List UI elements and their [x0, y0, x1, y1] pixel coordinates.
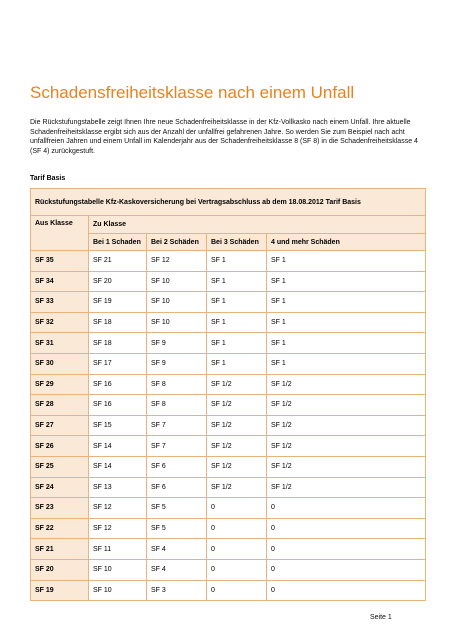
- to-class-cell: SF 1: [207, 271, 267, 292]
- from-class-cell: SF 21: [31, 539, 89, 560]
- to-class-cell: SF 4: [147, 539, 207, 560]
- column-header: Bei 2 Schäden: [147, 234, 207, 251]
- from-class-cell: SF 26: [31, 436, 89, 457]
- table-row: [31, 251, 426, 272]
- table-row: [31, 353, 426, 374]
- table-caption: Rückstufungstabelle Kfz-Kaskoversicherung bei Vertragsabschluss ab dem 18.08.2012 Tarif Basis: [31, 189, 426, 216]
- table-row: [31, 498, 426, 519]
- to-class-cell: SF 1: [267, 312, 426, 333]
- to-class-cell: SF 6: [147, 477, 207, 498]
- from-class-cell: SF 30: [31, 353, 89, 374]
- to-class-cell: SF 9: [147, 353, 207, 374]
- table-row: [31, 518, 426, 539]
- to-class-cell: SF 1/2: [267, 456, 426, 477]
- to-class-cell: SF 10: [147, 271, 207, 292]
- to-class-cell: SF 1: [207, 333, 267, 354]
- to-class-cell: 0: [207, 539, 267, 560]
- to-class-cell: SF 1/2: [267, 374, 426, 395]
- to-class-cell: SF 1: [267, 251, 426, 272]
- table-row: [31, 333, 426, 354]
- column-header: Bei 3 Schäden: [207, 234, 267, 251]
- from-class-cell: SF 23: [31, 498, 89, 519]
- to-class-cell: SF 1/2: [207, 477, 267, 498]
- to-class-cell: SF 6: [147, 456, 207, 477]
- to-class-cell: SF 10: [147, 292, 207, 313]
- table-caption-row: [31, 189, 426, 216]
- to-class-cell: SF 14: [89, 436, 147, 457]
- to-class-cell: SF 1/2: [267, 395, 426, 416]
- to-class-cell: SF 8: [147, 395, 207, 416]
- from-class-cell: SF 22: [31, 518, 89, 539]
- to-class-cell: SF 5: [147, 518, 207, 539]
- to-class-cell: SF 1/2: [207, 456, 267, 477]
- from-class-cell: SF 29: [31, 374, 89, 395]
- table-body: [31, 189, 426, 601]
- from-class-cell: SF 33: [31, 292, 89, 313]
- to-class-cell: SF 9: [147, 333, 207, 354]
- table-row: [31, 477, 426, 498]
- to-class-cell: SF 1: [207, 292, 267, 313]
- to-class-cell: 0: [267, 539, 426, 560]
- to-class-cell: SF 7: [147, 436, 207, 457]
- page-number: Seite 1: [370, 614, 392, 621]
- to-class-cell: SF 21: [89, 251, 147, 272]
- from-class-cell: SF 25: [31, 456, 89, 477]
- to-class-cell: SF 5: [147, 498, 207, 519]
- from-class-cell: SF 34: [31, 271, 89, 292]
- to-class-cell: 0: [207, 518, 267, 539]
- intro-paragraph: Die Rückstufungstabelle zeigt Ihnen Ihre neue Schadenfreiheitsklasse in der Kfz-Vollkasko nach einem Unfall. Ihre aktuelle Schadenfreiheitsklasse ergibt sich aus der Anzahl der unfallfrei gefahrenen Jahre. So werden Sie zum Beispiel nach acht unfallfreien Jahren und einem Unfall im Kalenderjahr aus der Schadenfreiheitsklasse 8 (SF 8) in die Schadenfreiheitsklasse 4 (SF 4) zurückgestuft.: [30, 119, 418, 155]
- to-class-cell: SF 7: [147, 415, 207, 436]
- table-row: [31, 292, 426, 313]
- to-class-cell: SF 1: [267, 292, 426, 313]
- to-class-cell: SF 1/2: [207, 374, 267, 395]
- table-subheader-row: [31, 216, 426, 234]
- from-class-cell: SF 27: [31, 415, 89, 436]
- table-row: [31, 395, 426, 416]
- to-class-cell: SF 1/2: [267, 477, 426, 498]
- to-class-cell: 0: [207, 498, 267, 519]
- column-header: 4 und mehr Schäden: [267, 234, 426, 251]
- to-class-cell: 0: [207, 559, 267, 580]
- to-class-cell: 0: [267, 559, 426, 580]
- to-class-cell: SF 12: [89, 518, 147, 539]
- table-row: [31, 312, 426, 333]
- to-class-cell: SF 18: [89, 333, 147, 354]
- to-class-cell: SF 14: [89, 456, 147, 477]
- to-class-cell: SF 1/2: [207, 395, 267, 416]
- reclassification-table-container: [30, 188, 425, 601]
- to-class-cell: SF 8: [147, 374, 207, 395]
- to-class-cell: SF 12: [89, 498, 147, 519]
- to-class-cell: 0: [267, 518, 426, 539]
- to-class-cell: 0: [207, 580, 267, 601]
- table-row: [31, 374, 426, 395]
- to-class-header: Zu Klasse: [89, 216, 426, 234]
- to-class-cell: SF 10: [89, 580, 147, 601]
- to-class-cell: SF 4: [147, 559, 207, 580]
- to-class-cell: SF 1: [267, 271, 426, 292]
- from-class-cell: SF 31: [31, 333, 89, 354]
- column-header: Bei 1 Schaden: [89, 234, 147, 251]
- to-class-cell: SF 16: [89, 395, 147, 416]
- from-class-cell: SF 20: [31, 559, 89, 580]
- table-row: [31, 580, 426, 601]
- to-class-cell: SF 10: [147, 312, 207, 333]
- from-class-cell: SF 28: [31, 395, 89, 416]
- to-class-cell: SF 19: [89, 292, 147, 313]
- table-row: [31, 271, 426, 292]
- page-title: Schadensfreiheitsklasse nach einem Unfall: [30, 83, 355, 102]
- to-class-cell: SF 1/2: [267, 436, 426, 457]
- table-row: [31, 415, 426, 436]
- table-row: [31, 456, 426, 477]
- reclassification-table: [30, 188, 426, 601]
- table-column-header-row: [31, 234, 426, 251]
- to-class-cell: 0: [267, 580, 426, 601]
- from-class-cell: SF 24: [31, 477, 89, 498]
- from-class-cell: SF 19: [31, 580, 89, 601]
- to-class-cell: SF 1/2: [267, 415, 426, 436]
- to-class-cell: SF 18: [89, 312, 147, 333]
- to-class-cell: SF 1/2: [207, 436, 267, 457]
- to-class-cell: SF 17: [89, 353, 147, 374]
- to-class-cell: SF 15: [89, 415, 147, 436]
- from-class-cell: SF 32: [31, 312, 89, 333]
- table-row: [31, 559, 426, 580]
- tarif-label: Tarif Basis: [30, 175, 66, 182]
- to-class-cell: SF 12: [147, 251, 207, 272]
- to-class-cell: SF 1: [207, 353, 267, 374]
- to-class-cell: SF 3: [147, 580, 207, 601]
- to-class-cell: SF 1/2: [207, 415, 267, 436]
- from-class-header: Aus Klasse: [31, 216, 89, 251]
- to-class-cell: SF 20: [89, 271, 147, 292]
- to-class-cell: SF 13: [89, 477, 147, 498]
- table-row: [31, 436, 426, 457]
- to-class-cell: SF 11: [89, 539, 147, 560]
- to-class-cell: SF 1: [207, 312, 267, 333]
- from-class-cell: SF 35: [31, 251, 89, 272]
- to-class-cell: SF 16: [89, 374, 147, 395]
- to-class-cell: SF 10: [89, 559, 147, 580]
- to-class-cell: SF 1: [207, 251, 267, 272]
- to-class-cell: SF 1: [267, 353, 426, 374]
- table-row: [31, 539, 426, 560]
- to-class-cell: SF 1: [267, 333, 426, 354]
- to-class-cell: 0: [267, 498, 426, 519]
